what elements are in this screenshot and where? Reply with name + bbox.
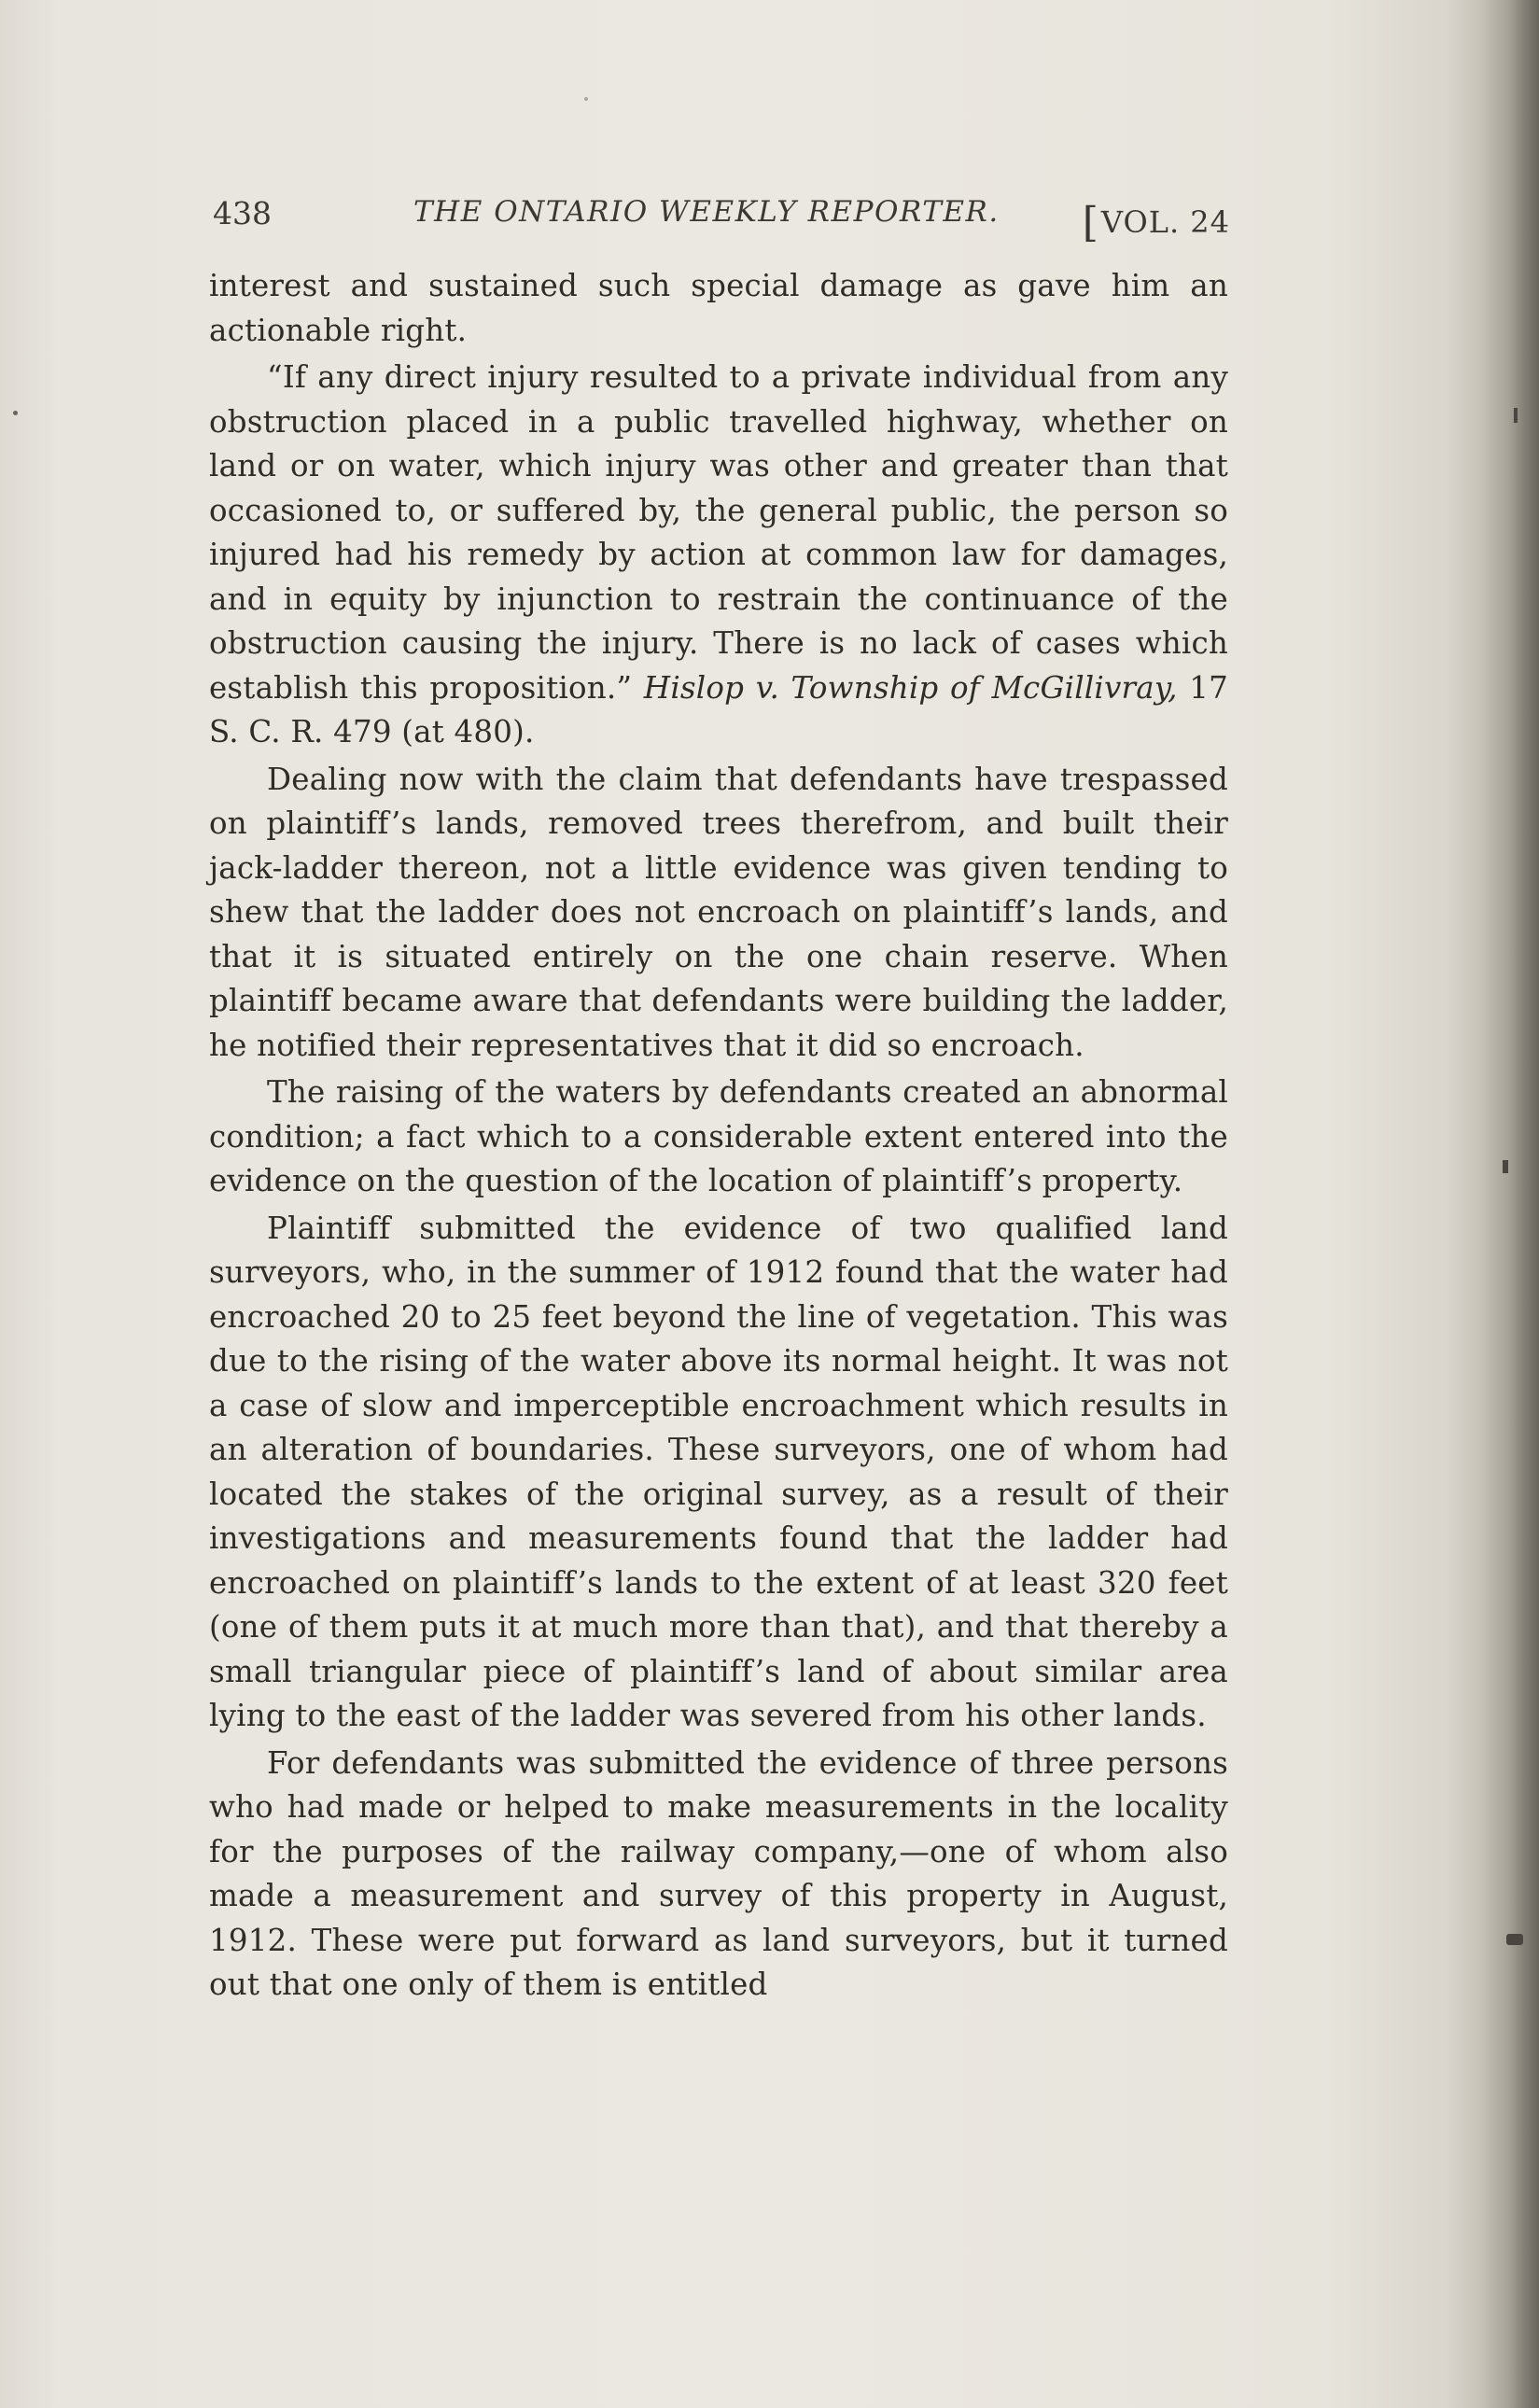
- case-name: Hislop v. Township of McGillivray,: [643, 669, 1178, 706]
- paper-speck: [13, 411, 18, 415]
- margin-mark: [1514, 408, 1518, 423]
- quotation-text: “If any direct injury resulted to a private individual from any obstruction placed in a public travelled highway, whether on land or on water, which injury was other and greater than that occasioned to, or suffered by, the general public, the person so injured had his remedy by action at common law for damages, and in equity by injunction to restrain the continuance of the obstruction causing the injury. There is no lack of cases which establish this proposition.”: [209, 359, 1228, 706]
- page-header: [213, 191, 1230, 247]
- spine-shadow: [1483, 0, 1539, 2408]
- volume-number: VOL. 24: [1100, 204, 1230, 240]
- paragraph-text: Plaintiff submitted the evidence of two qualified land surveyors, who, in the summer of 1912 found that the water had encroached 20 to 25 feet beyond the line of vegetation. This was due to the rising of the water above its normal height. It was not a case of slow and imperceptible encroachment which results in an alteration of boundaries. These surveyors, one of whom had located the stakes of the original survey, as a result of their investigations and measurements found that the ladder had encroached on plaintiff’s lands to the extent of at least 320 feet (one of them puts it at much more than that), and that thereby a small triangular piece of plaintiff’s land of about similar area lying to the east of the ladder was severed from his other lands.: [209, 1210, 1228, 1733]
- paragraph-waters: [209, 1071, 1228, 1204]
- paragraph-text: For defendants was submitted the evidence of three persons who had made or helped to make measurements in the locality for the purposes of the railway company,—one of whom also made a measurement and survey of this property in August, 1912. These were put forward as land surveyors, but it turned out that one only of them is entitled: [209, 1744, 1228, 2002]
- paragraph-text: Dealing now with the claim that defendants have trespassed on plaintiff’s lands, removed trees therefrom, and built their jack-ladder thereon, not a little evidence was given tending to shew that the ladder does not encroach on plaintiff’s lands, and that it is situated entirely on the one chain reserve. When plaintiff became aware that defendants were building the ladder, he notified their representatives that it did so encroach.: [209, 761, 1228, 1063]
- margin-mark: [1506, 1934, 1523, 1945]
- paragraph-text: The raising of the waters by defendants created an abnormal condition; a fact which to a considerable extent entered into the evidence on the question of the location of plaintiff’s property.: [209, 1074, 1228, 1198]
- body-text: [209, 264, 1228, 2010]
- paragraph-continuation: [209, 264, 1228, 353]
- running-title: THE ONTARIO WEEKLY REPORTER.: [413, 195, 1000, 229]
- margin-mark: [1503, 1160, 1508, 1173]
- volume-bracket: [: [1082, 199, 1099, 246]
- page-number: 438: [213, 195, 272, 231]
- volume-label: [1083, 199, 1230, 246]
- paragraph-trespass: [209, 758, 1228, 1069]
- paragraph-defendants-evidence: [209, 1742, 1228, 2008]
- paragraph-plaintiff-surveyors: [209, 1207, 1228, 1739]
- case-citation: 17 S. C. R. 479 (at 480).: [209, 669, 1228, 749]
- paper-speck: [584, 97, 588, 101]
- paragraph-text: interest and sustained such special damage as gave him an actionable right.: [209, 268, 1228, 348]
- paragraph-quotation: [209, 356, 1228, 755]
